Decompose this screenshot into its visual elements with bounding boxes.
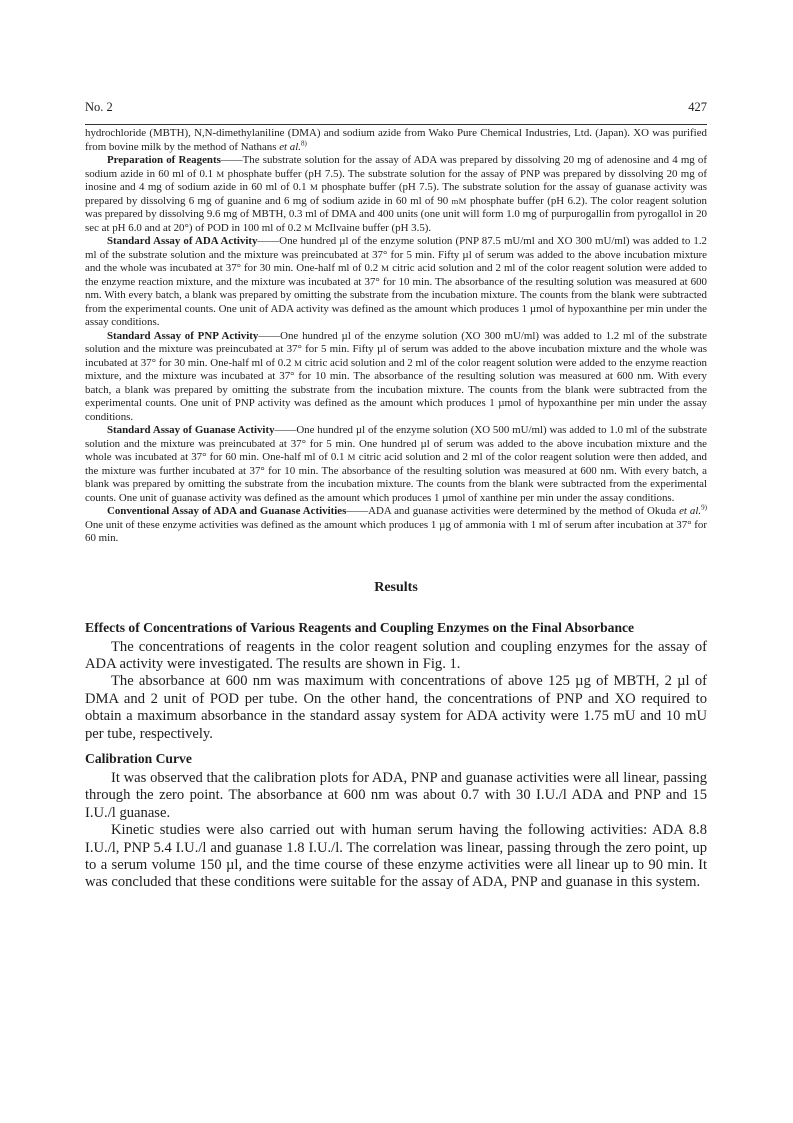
methods-paragraph-guanase-assay: Standard Assay of Guanase Activity——One hundred µl of the enzyme solution (XO 500 mU/ml) was added to 1.0 ml of the substrate solution and the mixture was preincubated at 37° for 5 min. One hundred µl of serum was added to the above incubation mixture and the whole was incubated at 37° for 60 min. One-half ml of 0.1 M citric acid solution and 2 ml of the color reagent solution were then added, and the mixture was further incubated at 37° for 10 min. The absorbance of the resulting solution was measured at 600 nm. With every batch, a blank was prepared by omitting the substrate from the incubation mixture. The counts from the blank were subtracted from the experimental counts. One unit of guanase activity was defined as the amount which produces 1 µmol of xanthine per min under the assay conditions. xyxy=(85,424,708,504)
body-paragraph: Kinetic studies were also carried out with human serum having the following activities: ADA 8.8 I.U./l, PNP 5.4 I.U./l and guanase 1.8 I.U./l. The correlation was linear, passing through the zero point, up to a serum volume 150 µl, and the time course of these enzyme activities were all linear up to 90 min. It was concluded that these conditions were suitable for the assay of ADA, PNP and guanase in this system. xyxy=(85,822,707,891)
body-paragraph: The absorbance at 600 nm was maximum with concentrations of above 125 µg of MBTH, 2 µl of DMA and 2 unit of POD per tube. On the other hand, the concentrations of PNP and XO required to obtain a maximum absorbance in the standard assay system for ADA activity were 1.75 mU and 10 mU per tube, respectively. xyxy=(85,673,707,742)
section-heading-effects: Effects of Concentrations of Various Reagents and Coupling Enzymes on the Final Absorbance xyxy=(85,619,635,635)
page xyxy=(85,100,707,892)
run-in-heading-guanase: Standard Assay of Guanase Activity xyxy=(107,424,275,436)
run-in-heading-conventional: Conventional Assay of ADA and Guanase Activities xyxy=(107,505,347,517)
methods-paragraph-pnp-assay: Standard Assay of PNP Activity——One hundred µl of the enzyme solution (XO 300 mU/ml) was added to 1.2 ml of the substrate solution and the mixture was preincubated at 37° for 5 min. Fifty µl of serum was added to the above incubation mixture and the whole was incubated at 37° for 30 min. One-half ml of 0.2 M citric acid solution and 2 ml of the color reagent solution were added to the enzyme reaction mixture, and the mixture was incubated at 37° for 10 min. The absorbance of the resulting solution was measured at 600 nm. With every batch, a blank was prepared by omitting the substrate from the incubation mixture. The counts from the blank were subtracted from the experimental counts. One unit of PNP activity was defined as the amount which produces 1 µmol of hypoxanthine per min under the assay conditions. xyxy=(85,329,707,423)
methods-paragraph-preparation: Preparation of Reagents——The substrate solution for the assay of ADA was prepared by dissolving 20 mg of adenosine and 4 mg of sodium azide in 60 ml of 0.1 M phosphate buffer (pH 7.5). The substrate solution for the assay of PNP was prepared by dissolving 20 mg of inosine and 4 mg of sodium azide in 60 ml of 0.1 M phosphate buffer (pH 7.5). The substrate solution for the assay of guanase activity was prepared by dissolving 6 mg of guanine and 6 mg of sodium azide in 60 ml of 90 mM phosphate buffer (pH 6.2). The color reagent solution was prepared by dissolving 9.6 mg of MBTH, 0.3 ml of DMA and 400 units (one unit will form 1.0 mg of purpurogallin from pyrogallol in 20 sec at pH 6.0 and at 20°) of POD in 100 ml of 0.2 M McIlvaine buffer (pH 3.5). xyxy=(85,154,708,234)
run-in-heading-pnp: Standard Assay of PNP Activity xyxy=(107,329,259,342)
page-number: 427 xyxy=(688,100,707,114)
results-heading: Results xyxy=(374,579,418,595)
body-paragraph: The concentrations of reagents in the color reagent solution and coupling enzymes for the assay of ADA activity were investigated. The results are shown in Fig. 1. xyxy=(85,638,707,672)
run-in-heading-reagents: Preparation of Reagents xyxy=(107,154,221,166)
methods-paragraph-reagent-sources: hydrochloride (MBTH), N,N-dimethylaniline (DMA) and sodium azide from Wako Pure Chemical Industries, Ltd. (Japan). XO was purified from bovine milk by the method of Nathans et al.$^{8)}$ xyxy=(85,127,707,153)
effects-body xyxy=(85,639,707,743)
section-heading-calibration: Calibration Curve xyxy=(85,750,192,766)
methods-paragraph-ada-assay: Standard Assay of ADA Activity——One hundred µl of the enzyme solution (PNP 87.5 mU/ml and XO 300 mU/ml) was added to 1.2 ml of the substrate solution and the mixture was preincubated at 37° for 5 min. Fifty µl of serum was added to the above incubation mixture and the whole was incubated at 37° for 30 min. One-half ml of 0.2 M citric acid solution and 2 ml of the color reagent solution were added to the enzyme reaction mixture, and the mixture was incubated at 37° for 10 min. The absorbance of the resulting solution was measured at 600 nm. With every batch, a blank was prepared by omitting the substrate from the incubation mixture. The counts from the blank were subtracted from the experimental counts. One unit of ADA activity was defined as the amount which produces 1 µmol of hypoxanthine per min under the assay conditions. xyxy=(85,235,708,328)
running-header xyxy=(85,100,707,124)
body-paragraph: It was observed that the calibration plots for ADA, PNP and guanase activities were all linear, passing through the zero point. The absorbance at 600 nm was about 0.7 with 30 I.U./l ADA and PNP and 15 I.U./l guanase. xyxy=(85,769,707,821)
calibration-body xyxy=(85,770,707,892)
journal-issue: No. 2 xyxy=(85,100,113,114)
run-in-heading-ada: Standard Assay of ADA Activity xyxy=(107,235,258,247)
header-rule xyxy=(85,124,707,125)
methods-paragraph-conventional-assay: Conventional Assay of ADA and Guanase Activities——ADA and guanase activities were determined by the method of Okuda et al.$^{9)}$ One unit of these enzyme activities was defined as the amount which produces 1 µg of ammonia with 1 ml of serum after incubation at 37° for 60 min. xyxy=(85,503,707,544)
methods-section xyxy=(85,127,707,546)
